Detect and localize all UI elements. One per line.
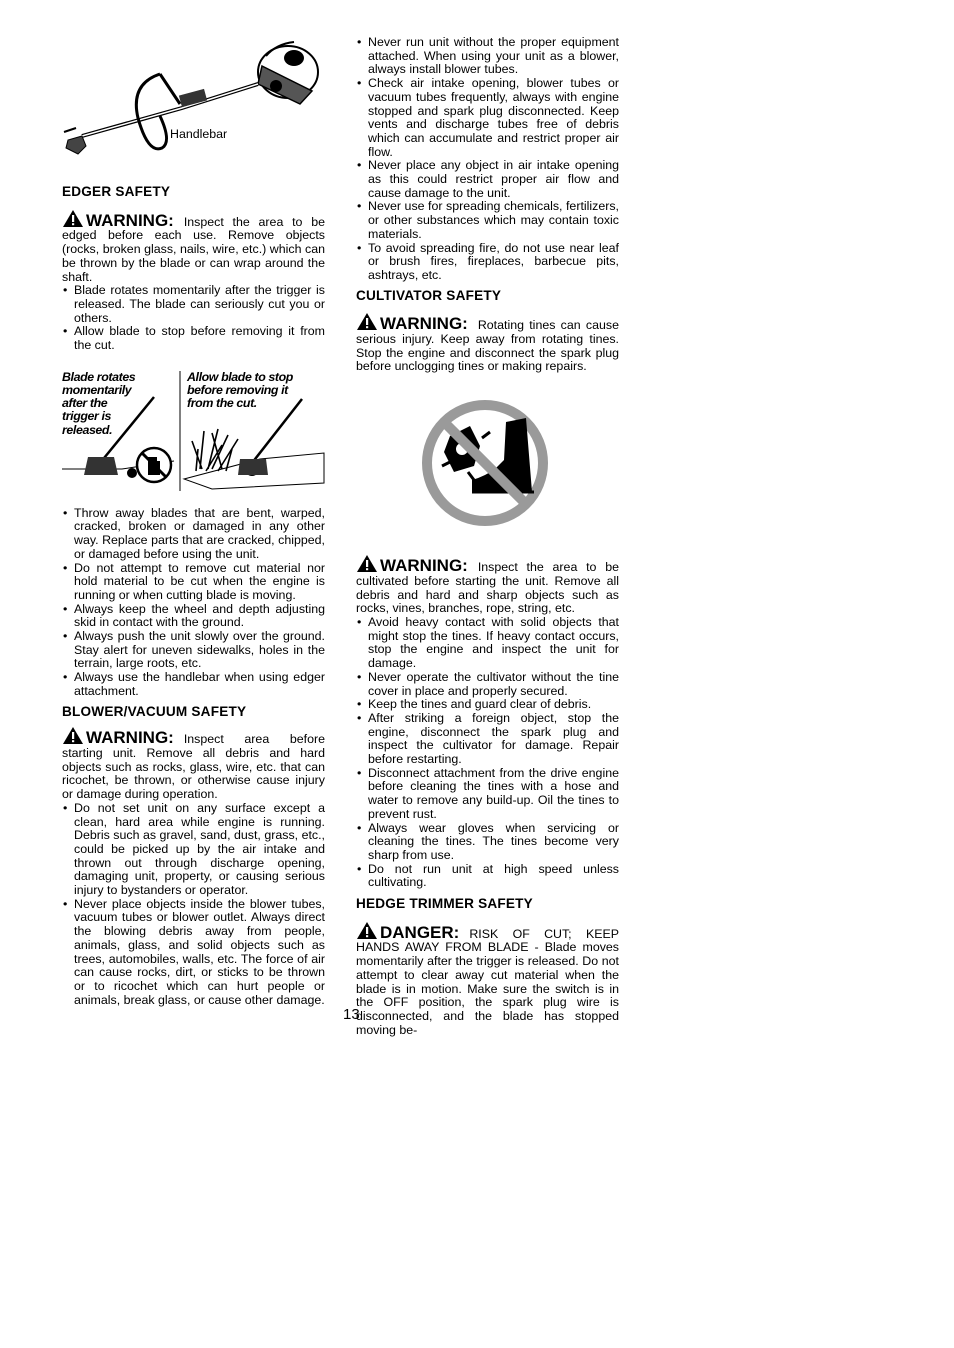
right-column bbox=[356, 36, 619, 1037]
cultivator-warning-1-tag bbox=[356, 310, 468, 334]
cultivator-warning-2 bbox=[356, 552, 619, 616]
warning-triangle-icon bbox=[62, 209, 84, 228]
list-item: • Blade rotates momentarily after the trigger is released. The blade can seriously cut you or others. bbox=[62, 284, 325, 325]
list-item: • Check air intake opening, blower tubes or vacuum tubes frequently, always with engine stopped and spark plug disconnected. Keep vents and discharge tubes free of debris which can accumulate and restrict proper air flow. bbox=[356, 77, 619, 159]
page-number: 13 bbox=[343, 1006, 360, 1023]
cultivator-prohibition-figure bbox=[356, 380, 619, 542]
list-item: • Never run unit without the proper equipment attached. When using your unit as a blower, always install blower tubes. bbox=[356, 36, 619, 77]
blower-warning bbox=[62, 724, 325, 802]
blower-safety-heading: BLOWER/VACUUM SAFETY bbox=[62, 703, 247, 719]
figure-caption-right: Allow blade to stop before removing it from the cut. bbox=[187, 369, 293, 411]
list-item: • Always use the handlebar when using edger attachment. bbox=[62, 671, 325, 698]
edger-bullets-2 bbox=[62, 507, 325, 699]
left-column bbox=[62, 36, 325, 1007]
edger-blade-illustration bbox=[62, 371, 325, 497]
list-item: • Always push the unit slowly over the ground. Stay alert for uneven sidewalks, holes in the terrain, large roots, etc. bbox=[62, 630, 325, 671]
handlebar-label: Handlebar bbox=[170, 127, 228, 141]
list-item: • After striking a foreign object, stop the engine, disconnect the spark plug and inspect the cultivator for damage. Repair before restarting. bbox=[356, 712, 619, 767]
list-item: • Do not run unit at high speed unless cultivating. bbox=[356, 863, 619, 890]
list-item: • Allow blade to stop before removing it from the cut. bbox=[62, 325, 325, 352]
warning-triangle-icon bbox=[356, 554, 378, 573]
blower-bullets bbox=[62, 802, 325, 1008]
blower-bullets-continued bbox=[356, 36, 619, 283]
hedge-trimmer-safety-heading: HEDGE TRIMMER SAFETY bbox=[356, 896, 533, 912]
edger-warning bbox=[62, 207, 325, 285]
edger-blade-figure bbox=[62, 371, 325, 497]
cultivator-safety-heading: CULTIVATOR SAFETY bbox=[356, 287, 502, 303]
cultivator-warning-1 bbox=[356, 310, 619, 374]
edger-warning-tag bbox=[62, 207, 174, 228]
list-item: • Throw away blades that are bent, warped, cracked, broken or damaged in any other way. Replace parts that are cracked, chipped, or damaged before using the unit. bbox=[62, 507, 325, 562]
handlebar-figure bbox=[62, 36, 325, 160]
list-item: • To avoid spreading fire, do not use near leaf or brush fires, fireplaces, barbecue pits, ashtrays, etc. bbox=[356, 242, 619, 283]
hedge-danger-label: DANGER: bbox=[380, 922, 460, 942]
list-item: • Never place objects inside the blower tubes, vacuum tubes or blower outlet. Always direct the blowing debris away from people, animals, glass, and solid objects such as trees, automobiles, walls, etc. The force of air can cause rocks, dirt, or sticks to be thrown or to ricochet which can hurt people or animals, break glass, or cause other damage. bbox=[62, 898, 325, 1008]
blower-warning-text: Inspect area before starting unit. Remove all debris and hard objects such as rocks, glass, wire, etc. that can ricochet, be thrown, or otherwise cause injury or damage during operation. bbox=[62, 732, 325, 802]
edger-safety-heading: EDGER SAFETY bbox=[62, 184, 171, 199]
warning-triangle-icon bbox=[356, 312, 378, 331]
figure-caption-left: Blade rotates momentarily after the trigger is released. bbox=[62, 369, 136, 437]
warning-triangle-icon bbox=[62, 726, 84, 745]
cultivator-warning-2-text: Inspect the area to be cultivated before starting the unit. Remove all debris and hard and sharp objects such as rocks, vines, branches, rope, string, etc. bbox=[356, 560, 619, 616]
list-item: • Do not attempt to remove cut material nor hold material to be cut when the engine is running or when cutting blade is moving. bbox=[62, 562, 325, 603]
list-item: • Do not set unit on any surface except a clean, hard area while engine is running. Debris such as gravel, sand, dust, grass, etc., could be picked up by the air intake and thrown out through discharge opening, damaging unit, property, or causing serious injury to bystanders or operator. bbox=[62, 802, 325, 898]
cultivator-warning-1-label: WARNING: bbox=[380, 314, 468, 334]
blower-warning-tag bbox=[62, 724, 174, 748]
list-item: • Keep the tines and guard clear of debris. bbox=[356, 698, 619, 712]
list-item: • Disconnect attachment from the drive engine before cleaning the tines with a hose and water to remove any build-up. Oil the tines to prevent rust. bbox=[356, 767, 619, 822]
edger-warning-label: WARNING: bbox=[86, 210, 174, 230]
list-item: • Never operate the cultivator without the tine cover in place and properly secured. bbox=[356, 671, 619, 698]
list-item: • Avoid heavy contact with solid objects that might stop the tines. If heavy contact occurs, stop the engine and inspect the unit for damage. bbox=[356, 616, 619, 671]
blower-warning-label: WARNING: bbox=[86, 728, 174, 748]
list-item: • Never use for spreading chemicals, fertilizers, or other substances which may contain toxic materials. bbox=[356, 200, 619, 241]
list-item: • Always wear gloves when servicing or cleaning the tines. The tines become very sharp from use. bbox=[356, 822, 619, 863]
hedge-danger bbox=[356, 919, 619, 1038]
hedge-danger-text: RISK OF CUT; KEEP HANDS AWAY FROM BLADE - Blade moves momentarily after the trigger is released. Do not attempt to clear away cut material when the blade is in motion. Make sure the switch is in the OFF position, the spark plug wire is disconnected, and the blade has stopped moving be- bbox=[356, 926, 619, 1037]
prohibition-circle-icon bbox=[356, 380, 619, 542]
list-item: • Never place any object in air intake opening as this could restrict proper air flow and cause damage to the unit. bbox=[356, 159, 619, 200]
hedge-danger-tag bbox=[356, 919, 459, 940]
cultivator-warning-2-label: WARNING: bbox=[380, 556, 468, 576]
cultivator-warning-2-tag bbox=[356, 552, 468, 576]
list-item: • Always keep the wheel and depth adjusting skid in contact with the ground. bbox=[62, 603, 325, 630]
warning-triangle-icon bbox=[356, 921, 378, 940]
edger-warning-text: Inspect the area to be edged before each use. Remove objects (rocks, broken glass, nails, wire, etc.) which can be thrown by the blade or can wrap around the shaft. bbox=[62, 214, 325, 284]
cultivator-bullets bbox=[356, 616, 619, 890]
edger-bullets bbox=[62, 284, 325, 353]
cultivator-warning-1-text: Rotating tines can cause serious injury. Keep away from rotating tines. Stop the engine and disconnect the spark plug before unclogging tines or making repairs. bbox=[356, 318, 619, 374]
